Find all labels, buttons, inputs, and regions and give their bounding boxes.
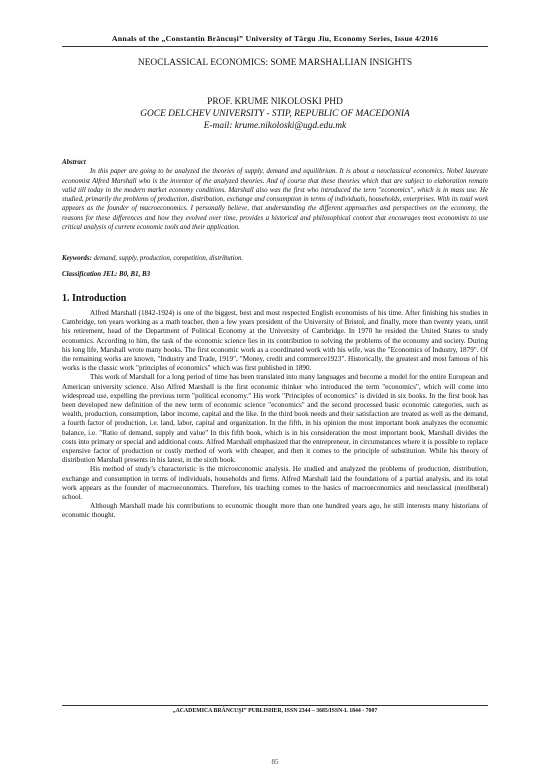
body-paragraph: His method of study’s characteristic is the microeconomic analysis. He studied and analyzed the problems of production, distribution, exchange and consumption in terms of individuals, households and firms. Alfred Marshall laid the foundations of a partial analysis, and its total work appears as the founder of macroeconomics. Therefore, his teaching comes to the basics of macroeconomics and neoclassical (neoliberal) school. [62, 465, 488, 502]
paper-title: NEOCLASSICAL ECONOMICS: SOME MARSHALLIAN INSIGHTS [137, 58, 413, 68]
running-head: Annals of the „Constantin Brâncuşi” University of Târgu Jiu, Economy Series, Issue 4/2016 [111, 34, 439, 43]
publisher-footer: „ACADEMICA BRÂNCUŞI” PUBLISHER, ISSN 2344 – 3685/ISSN-L 1844 - 7007 [172, 708, 378, 714]
keywords [62, 255, 488, 262]
page-number: 85 [271, 758, 279, 766]
body-paragraph: This work of Marshall for a long period of time has been translated into many languages and become a model for the entire European and American university science. Also Alfred Marshall is the first economic thinker who introduced the term "economics", which will come into widespread use, expelling the previous term "political economy." His work "Principles of economics" is divided in six books. In the first book has been developed new definition of the new term of economic science "economics" and the second processed basic economic categories, such as wealth, production, consumption, labor income, capital and the like. In the third book needs and their satisfaction are treated as well as the demand, a fourth factor of production, i.e. land, labor, capital and organization. In the fifth, in his opinion the most important book analyzes the economic balance, i.e. "Ratio of demand, supply and value" In this fifth book, which is in his consideration the most important book, Marshall divides the costs into primary or special and additional costs. Alfred Marshall emphasized that the entrepreneur, in circumstances where it is possible to replace expensive factor of production or costly method of work with cheaper, and then it comes to the principle of substitution. While his theory of distribution Marshall presents in his latest, in the sixth book. [62, 373, 488, 465]
abstract-heading: Abstract [62, 159, 86, 166]
section-heading: 1. Introduction [62, 293, 127, 304]
footer-rule [62, 705, 488, 706]
author-name: PROF. KRUME NIKOLOSKI PHD [207, 97, 343, 107]
keywords-label: Keywords: [62, 255, 92, 262]
keywords-text: demand, supply, production, competition, distribution. [91, 255, 244, 262]
abstract-text: In this paper are going to be analyzed the theories of supply, demand and equilibrium. It is about a neoclassical economics, Nobel laureate economist Alfred Marshall who is the inventor of the analyzed theories. And of course that these theories which that are subject to elaboration remain valid till today in the modern market economy conditions. Marshall also was the first who introduced the term "economics", which is in mass use. He studied, primarily the problems of production, distribution, exchange and consumption in terms of individuals, households, enterprises. With its total work appears as the founder of macroeconomics. I personally believe, that understanding the different approaches and perspectives on the economy, the reasons for these differences and how they evolved over time, provides a historical and philosophical context that encourages most economists to use critical analysis of current economic tools and their application. [62, 168, 488, 231]
author-block [62, 96, 488, 132]
jel-classification: Classification JEL: B0, B1, B3 [62, 271, 151, 278]
body-text [62, 309, 488, 521]
author-affiliation: GOCE DELCHEV UNIVERSITY - STIP, REPUBLIC OF MACEDONIA [140, 109, 410, 119]
body-paragraph: Although Marshall made his contributions to economic thought more than one hundred years ago, he still interests many historians of economic thought. [62, 502, 488, 520]
body-paragraph: Alfred Marshall (1842-1924) is one of the biggest, best and most respected English economists of his time. After finishing his studies in Cambridge, ten years working as a math teacher, then a few years president of the University of Bristol, and finally, more than twenty years, until his retirement, head of the Department of Political Economy at the University of Cambridge. In 1970 he resided the United States to study economics. According to him, the task of the economic science lies in its contribution to solving the problems of the economy and society. During his long life, Marshall wrote many books. The first economic work as a coordinated work with his wife, was the "Economics of Industry, 1879". Of the remaining works are known, "Industry and Trade, 1919", "Money, credit and commerce1923". Historically, the greatest and most famous of his works is the classic work "principles of economics" which was first published in 1890. [62, 309, 488, 373]
abstract [62, 158, 488, 232]
header-rule [62, 46, 488, 47]
author-email: E-mail: krume.nikoloski@ugd.edu.mk [203, 121, 347, 131]
